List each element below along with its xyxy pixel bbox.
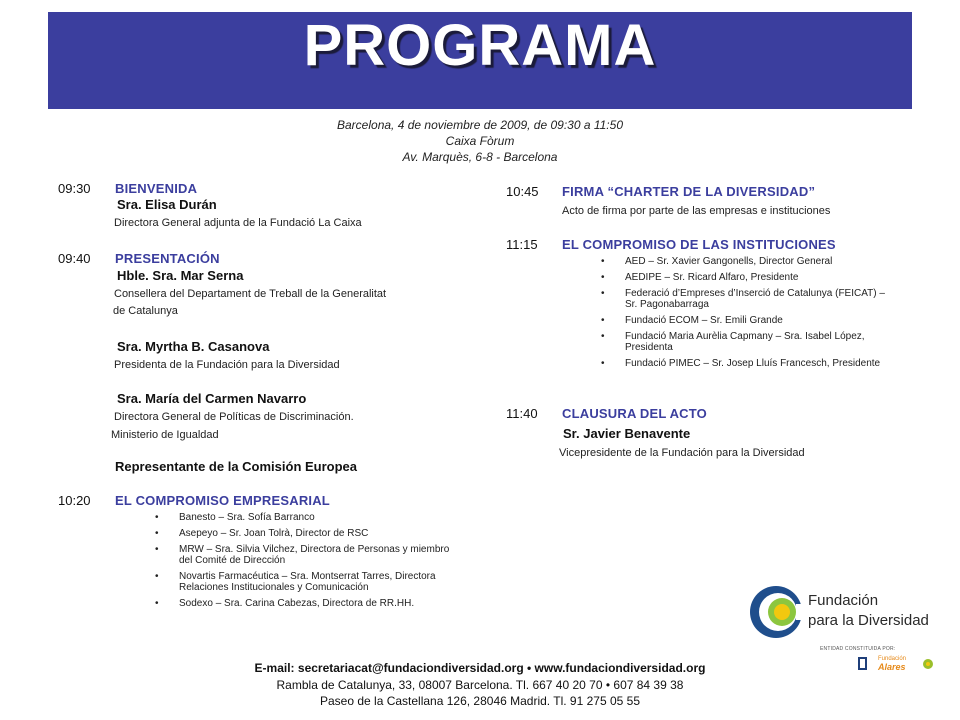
list-item: • MRW – Sra. Silvia Vilchez, Directora de Personas y miembro del Comité de Dirección — [155, 544, 460, 566]
list-item: • AED – Sr. Xavier Gangonells, Director General — [601, 256, 886, 267]
session-heading: FIRMA “CHARTER DE LA DIVERSIDAD” — [562, 184, 816, 199]
session-time: 09:40 — [58, 251, 91, 266]
speaker-name: Hble. Sra. Mar Serna — [117, 268, 244, 283]
institution-list — [601, 256, 886, 374]
alares-label-small: Fundación — [878, 656, 907, 662]
speaker-name: Sr. Javier Benavente — [563, 426, 691, 441]
page-title: PROGRAMA — [303, 13, 657, 78]
list-item: • Fundació ECOM – Sr. Emili Grande — [601, 315, 886, 326]
speaker-name: Sra. María del Carmen Navarro — [117, 391, 307, 406]
session-time: 10:45 — [506, 184, 539, 199]
company-list — [155, 512, 460, 614]
speaker-name: Sra. Elisa Durán — [117, 197, 217, 212]
speaker-name: Representante de la Comisión Europea — [115, 459, 358, 474]
event-date-line: Barcelona, 4 de noviembre de 2009, de 09:30 a 11:50 — [337, 118, 623, 132]
speaker-role: Vicepresidente de la Fundación para la Diversidad — [559, 447, 805, 459]
event-address-line: Av. Marquès, 6-8 - Barcelona — [402, 150, 558, 164]
speaker-role: Directora General adjunta de la Fundació La Caixa — [114, 217, 362, 229]
session-time: 09:30 — [58, 181, 91, 196]
logo-text — [808, 591, 929, 631]
session-heading: BIENVENIDA — [115, 181, 198, 196]
speaker-role: Consellera del Departament de Treball de la Generalitat — [114, 288, 387, 300]
logo-line-2: para la Diversidad — [808, 612, 929, 629]
list-item: • Asepeyo – Sr. Joan Tolrà, Director de RSC — [155, 528, 460, 539]
list-item: • Fundació PIMEC – Sr. Josep Lluís Francesch, Presidente — [601, 358, 886, 369]
footer-address-barcelona: Rambla de Catalunya, 33, 08007 Barcelona. Tl. 667 40 20 70 • 607 84 39 38 — [276, 678, 684, 692]
list-item: • AEDIPE – Sr. Ricard Alfaro, Presidente — [601, 272, 886, 283]
list-item: • Banesto – Sra. Sofía Barranco — [155, 512, 460, 523]
session-description: Acto de firma por parte de las empresas e instituciones — [562, 205, 831, 217]
session-heading: CLAUSURA DEL ACTO — [562, 406, 707, 421]
session-time: 11:15 — [506, 237, 538, 252]
speaker-name: Sra. Myrtha B. Casanova — [117, 339, 270, 354]
session-heading: PRESENTACIÓN — [115, 251, 220, 266]
event-venue-line: Caixa Fòrum — [445, 134, 515, 148]
list-item: • Federació d’Empreses d’Inserció de Catalunya (FEICAT) – Sr. Pagonabarraga — [601, 288, 886, 310]
speaker-role: Ministerio de Igualdad — [111, 429, 219, 441]
speaker-role: Directora General de Políticas de Discriminación. — [114, 411, 354, 423]
session-time: 10:20 — [58, 493, 91, 508]
list-item: • Novartis Farmacéutica – Sra. Montserrat Tarres, Directora Relaciones Institucionales y Comunicación — [155, 571, 460, 593]
list-item: • Fundació Maria Aurèlia Capmany – Sra. Isabel López, Presidenta — [601, 331, 886, 353]
list-item: • Sodexo – Sra. Carina Cabezas, Directora de RR.HH. — [155, 598, 460, 609]
footer-address-madrid: Paseo de la Castellana 126, 28046 Madrid. Tl. 91 275 05 55 — [319, 694, 640, 708]
footer-contact: E-mail: secretariacat@fundaciondiversidad.org • www.fundaciondiversidad.org — [254, 661, 706, 675]
speaker-role: de Catalunya — [113, 305, 178, 317]
entity-label: ENTIDAD CONSTITUIDA POR: — [820, 646, 896, 652]
alares-label: Alares — [878, 662, 906, 672]
session-heading: EL COMPROMISO DE LAS INSTITUCIONES — [562, 237, 836, 252]
session-time: 11:40 — [506, 406, 538, 421]
speaker-role: Presidenta de la Fundación para la Diversidad — [114, 359, 340, 371]
logo-line-1: Fundación — [808, 592, 879, 609]
session-heading: EL COMPROMISO EMPRESARIAL — [115, 493, 330, 508]
